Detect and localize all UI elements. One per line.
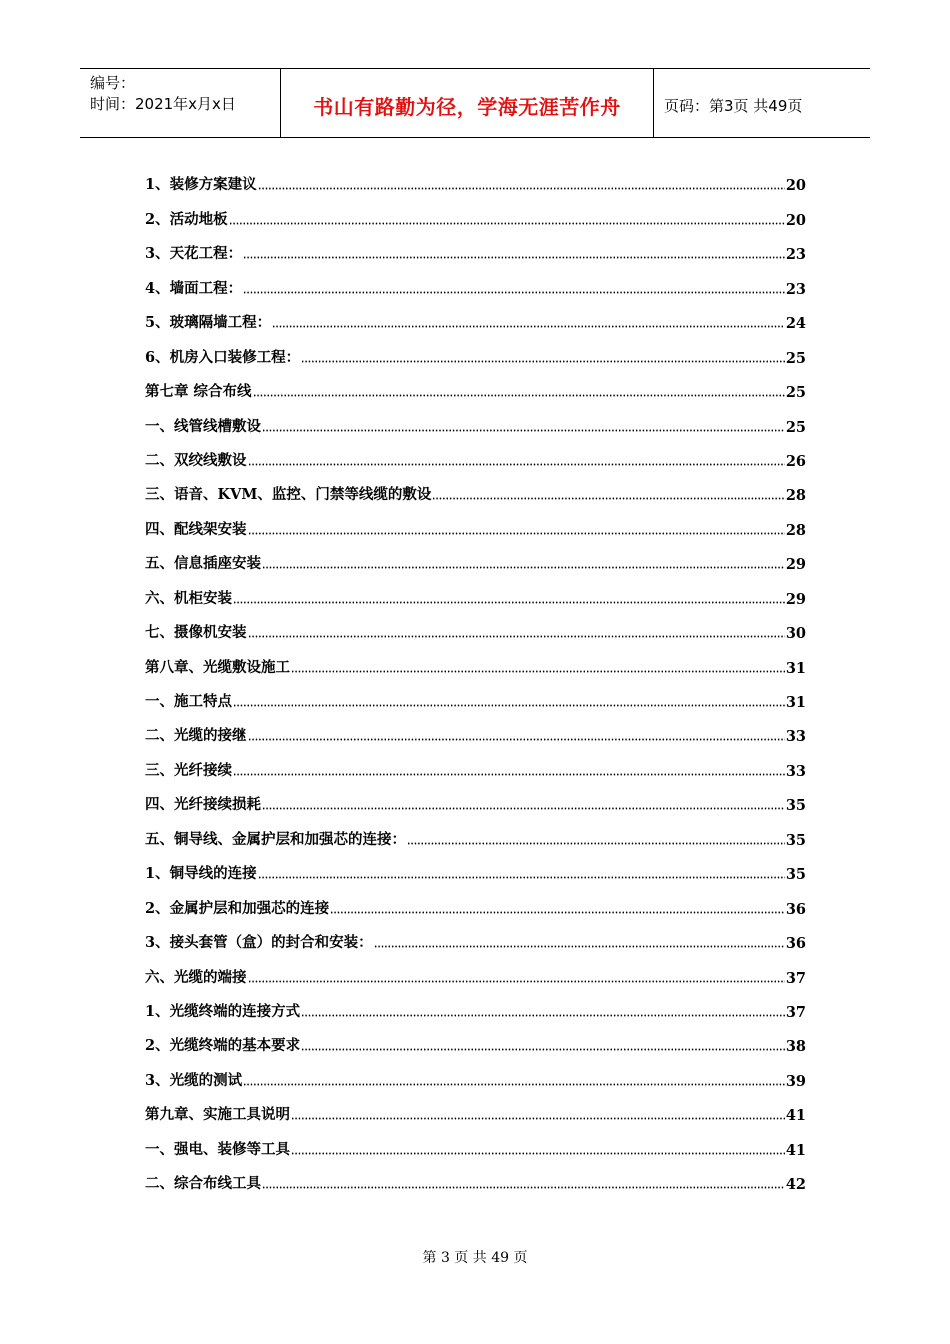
toc-entry-page: 25 xyxy=(785,384,806,402)
toc-entry[interactable] xyxy=(145,883,806,917)
toc-entry-title: 4、墙面工程： xyxy=(145,279,243,297)
toc-entry[interactable] xyxy=(145,1055,806,1089)
toc-entry[interactable] xyxy=(145,608,806,642)
toc-entry-page: 25 xyxy=(785,418,806,436)
toc-entry-title: 四、配线架安装 xyxy=(145,520,247,538)
header-motto: 书山有路勤为径，学海无涯苦作舟 xyxy=(281,69,654,137)
toc-entry[interactable] xyxy=(145,814,806,848)
toc-entry[interactable] xyxy=(145,987,806,1021)
table-of-contents xyxy=(145,160,806,1193)
toc-leader-dots xyxy=(258,876,785,879)
toc-entry[interactable] xyxy=(145,160,806,194)
toc-entry-title: 七、摄像机安装 xyxy=(145,624,247,642)
toc-entry-title: 六、光缆的端接 xyxy=(145,968,247,986)
toc-entry-title: 第九章、实施工具说明 xyxy=(145,1106,290,1124)
toc-entry[interactable] xyxy=(145,229,806,263)
toc-leader-dots xyxy=(272,325,785,328)
toc-entry[interactable] xyxy=(145,711,806,745)
toc-leader-dots xyxy=(248,463,785,466)
toc-entry-title: 1、装修方案建议 xyxy=(145,176,257,194)
toc-entry-title: 一、施工特点 xyxy=(145,693,232,710)
toc-leader-dots xyxy=(301,1048,785,1051)
toc-entry-page: 33 xyxy=(785,762,806,780)
toc-entry-page: 41 xyxy=(785,1107,806,1125)
toc-leader-dots xyxy=(243,1083,785,1086)
toc-entry-title: 3、接头套管（盒）的封合和安装： xyxy=(145,934,373,952)
toc-entry-title: 第七章 综合布线 xyxy=(145,383,252,401)
toc-entry-page: 41 xyxy=(785,1141,806,1159)
toc-entry-page: 37 xyxy=(785,969,806,987)
toc-entry-title: 四、光纤接续损耗 xyxy=(145,796,261,814)
toc-leader-dots xyxy=(243,291,785,294)
toc-entry-page: 29 xyxy=(785,590,806,608)
toc-entry[interactable] xyxy=(145,677,806,711)
toc-entry[interactable] xyxy=(145,952,806,986)
toc-leader-dots xyxy=(253,394,785,397)
toc-entry[interactable] xyxy=(145,539,806,573)
toc-entry-page: 36 xyxy=(785,935,806,953)
toc-entry-title: 2、光缆终端的基本要求 xyxy=(145,1037,301,1055)
toc-entry-page: 28 xyxy=(785,521,806,539)
toc-entry[interactable] xyxy=(145,849,806,883)
toc-entry[interactable] xyxy=(145,918,806,952)
number-label: 编号： xyxy=(90,74,136,92)
toc-entry-title: 1、铜导线的连接 xyxy=(145,865,257,883)
toc-leader-dots xyxy=(301,1014,785,1017)
toc-leader-dots xyxy=(407,842,785,845)
toc-entry-page: 23 xyxy=(785,246,806,264)
toc-entry-title: 一、线管线槽敷设 xyxy=(145,417,261,435)
toc-entry[interactable] xyxy=(145,332,806,366)
toc-leader-dots xyxy=(262,807,785,810)
toc-entry[interactable] xyxy=(145,1090,806,1124)
toc-leader-dots xyxy=(291,670,785,673)
toc-entry[interactable] xyxy=(145,642,806,676)
toc-entry-page: 35 xyxy=(785,866,806,884)
toc-entry-page: 35 xyxy=(785,831,806,849)
toc-entry-title: 五、铜导线、金属护层和加强芯的连接： xyxy=(145,830,406,848)
toc-leader-dots xyxy=(248,738,785,741)
toc-entry-page: 26 xyxy=(785,452,806,470)
toc-entry-title: 第八章、光缆敷设施工 xyxy=(145,658,290,676)
toc-entry[interactable] xyxy=(145,263,806,297)
toc-entry-page: 33 xyxy=(785,728,806,746)
toc-entry[interactable] xyxy=(145,194,806,228)
toc-entry-title: 2、活动地板 xyxy=(145,210,228,228)
toc-entry-title: 二、综合布线工具 xyxy=(145,1175,261,1193)
toc-leader-dots xyxy=(233,704,785,707)
page-footer: 第 3 页 共 49 页 xyxy=(422,1250,528,1266)
toc-leader-dots xyxy=(233,773,785,776)
toc-entry-title: 二、双绞线敷设 xyxy=(145,451,247,469)
toc-entry-page: 35 xyxy=(785,797,806,815)
toc-entry-title: 3、天花工程： xyxy=(145,245,243,263)
header-meta xyxy=(80,69,281,137)
toc-leader-dots xyxy=(262,429,785,432)
toc-entry[interactable] xyxy=(145,470,806,504)
toc-leader-dots xyxy=(229,222,785,225)
toc-leader-dots xyxy=(248,532,785,535)
toc-leader-dots xyxy=(291,1117,785,1120)
toc-leader-dots xyxy=(262,566,785,569)
toc-entry-page: 39 xyxy=(785,1072,806,1090)
toc-entry-title: 3、光缆的测试 xyxy=(145,1071,243,1089)
toc-leader-dots xyxy=(243,256,785,259)
toc-leader-dots xyxy=(432,497,784,500)
toc-entry-page: 23 xyxy=(785,280,806,298)
header-page-info: 页码：第3页 共49页 xyxy=(664,96,803,115)
toc-entry-page: 30 xyxy=(785,625,806,643)
page-header xyxy=(80,68,870,138)
toc-leader-dots xyxy=(258,187,785,190)
toc-entry-page: 36 xyxy=(785,900,806,918)
toc-leader-dots xyxy=(248,980,785,983)
toc-entry-page: 37 xyxy=(785,1003,806,1021)
toc-entry-title: 一、强电、装修等工具 xyxy=(145,1140,290,1158)
toc-entry-title: 六、机柜安装 xyxy=(145,589,232,607)
time-label: 时间：2021年x月x日 xyxy=(90,95,236,113)
toc-entry-title: 五、信息插座安装 xyxy=(145,555,261,573)
toc-entry-title: 1、光缆终端的连接方式 xyxy=(145,1002,301,1020)
toc-entry-page: 31 xyxy=(785,694,806,711)
toc-entry-page: 38 xyxy=(785,1038,806,1056)
toc-entry-page: 20 xyxy=(785,177,806,195)
toc-entry-title: 三、光纤接续 xyxy=(145,761,232,779)
toc-entry[interactable] xyxy=(145,298,806,332)
toc-entry[interactable] xyxy=(145,1021,806,1055)
toc-entry[interactable] xyxy=(145,504,806,538)
toc-entry-page: 28 xyxy=(785,487,806,505)
toc-entry-title: 5、玻璃隔墙工程： xyxy=(145,314,272,332)
toc-entry[interactable] xyxy=(145,367,806,401)
toc-entry[interactable] xyxy=(145,1124,806,1158)
toc-entry-page: 31 xyxy=(785,659,806,677)
toc-entry-page: 29 xyxy=(785,556,806,574)
toc-entry[interactable] xyxy=(145,436,806,470)
toc-leader-dots xyxy=(248,635,785,638)
toc-entry[interactable] xyxy=(145,745,806,779)
toc-entry-page: 25 xyxy=(785,349,806,367)
toc-entry-title: 2、金属护层和加强芯的连接 xyxy=(145,899,330,917)
toc-entry-title: 6、机房入口装修工程： xyxy=(145,348,301,366)
toc-leader-dots xyxy=(301,360,785,363)
toc-entry-page: 24 xyxy=(785,315,806,333)
toc-entry[interactable] xyxy=(145,573,806,607)
toc-entry-title: 二、光缆的接继 xyxy=(145,727,247,745)
toc-leader-dots xyxy=(262,1186,785,1189)
toc-leader-dots xyxy=(374,945,785,948)
toc-entry-page: 20 xyxy=(785,211,806,229)
toc-entry-title: 三、语音、KVM、监控、门禁等线缆的敷设 xyxy=(145,486,432,504)
toc-leader-dots xyxy=(330,911,785,914)
toc-entry[interactable] xyxy=(145,1159,806,1193)
toc-leader-dots xyxy=(233,601,785,604)
toc-entry-page: 42 xyxy=(785,1176,806,1194)
toc-leader-dots xyxy=(291,1152,785,1155)
toc-entry[interactable] xyxy=(145,780,806,814)
toc-entry[interactable] xyxy=(145,401,806,435)
